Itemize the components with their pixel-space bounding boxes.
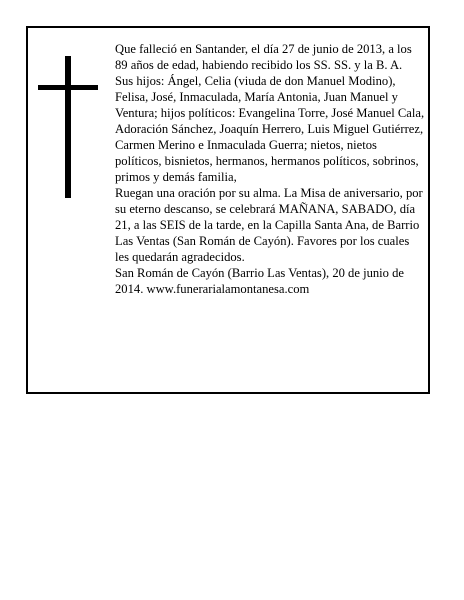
family-list: Sus hijos: Ángel, Celia (viuda de don Manuel Modino), Felisa, José, Inmaculada, María Antonia, Juan Manuel y Ventura; hijos políticos: Evangelina Torre, José Manuel Cala, Adoración Sánchez, Joaquín Herrero, Luis Miguel Gutiérrez, Carmen Merino e Inmaculada Guerra; nietos, nietos políticos, bisnietos, hermanos, hermanos políticos, sobrinos, primos y demás familia, — [115, 74, 425, 184]
death-statement: Que falleció en Santander, el día 27 de junio de 2013, a los 89 años de edad, habiendo recibido los SS. SS. y la B. A. — [115, 42, 412, 72]
cross-icon — [38, 56, 98, 198]
obituary-notice — [26, 26, 430, 394]
notice-text — [115, 41, 425, 297]
cross-horizontal-bar — [38, 85, 98, 90]
cross-vertical-bar — [65, 56, 71, 198]
place-date-website: San Román de Cayón (Barrio Las Ventas), 20 de junio de 2014. www.funerarialamontanesa.com — [115, 266, 405, 296]
mass-announcement: Ruegan una oración por su alma. La Misa de aniversario, por su eterno descanso, se celebrará MAÑANA, SABADO, día 21, a las SEIS de la tarde, en la Capilla Santa Ana, de Barrio Las Ventas (San Román de Cayón). Favores por los cuales les quedarán agradecidos. — [115, 186, 423, 264]
